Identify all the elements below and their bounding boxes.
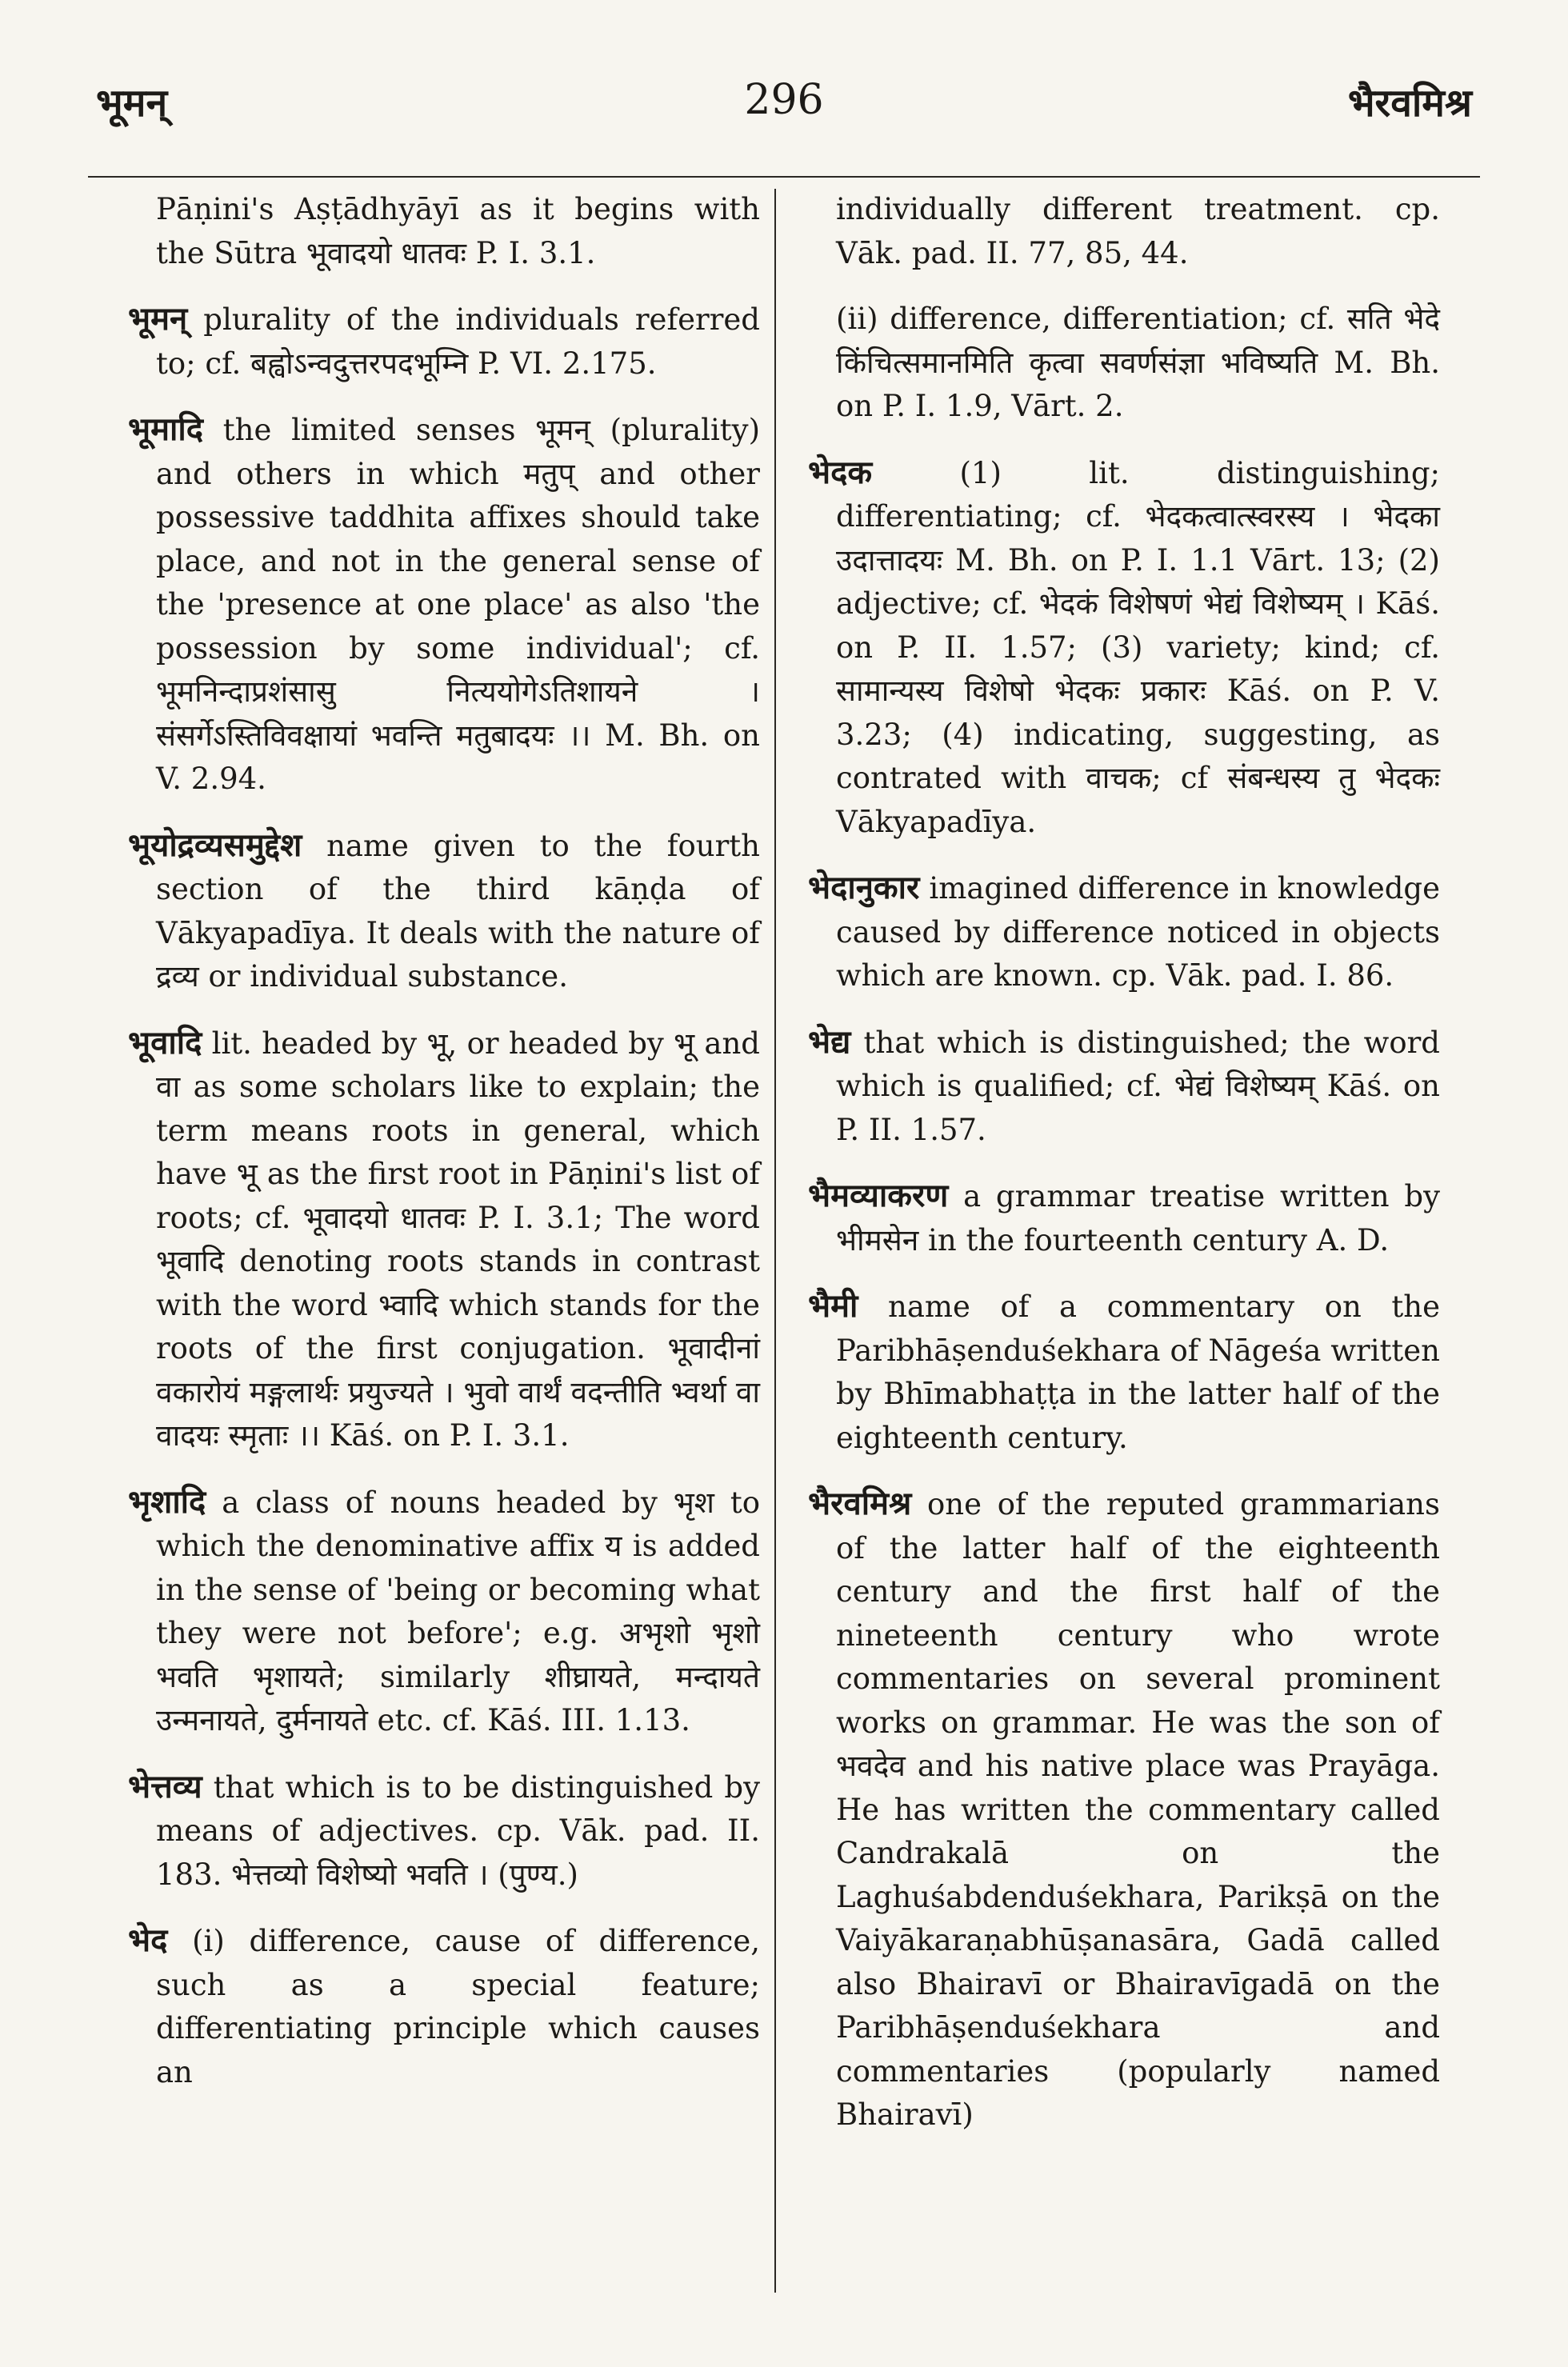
dictionary-entry [808,1021,1440,1153]
dictionary-entry [808,1285,1440,1460]
header-rule [88,176,1480,178]
entry-headword: भूवादि [128,1023,202,1062]
dictionary-entry [128,1765,760,1897]
entry-headword: भेदानुकार [808,869,920,906]
dictionary-entry [128,1919,760,2094]
dictionary-entry [128,1022,760,1458]
entry-headword: भेद्य [808,1022,851,1061]
entry-text: lit. headed by भू, or headed by भू and वा as some scholars like to explain; the term means roots in general, which have भू as the first root in Pāṇini's list of roots; cf. भूवादयो धातवः P. I. 3.1; The word भूवादि denoting roots stands in contrast with the word भ्वादि which stands for the roots of the first conjugation. भूवादीनां वकारोयं मङ्गलार्थः प्रयुज्यते । भुवो वार्थं वदन्तीति भ्वर्था वा वादयः स्मृताः ।। Kāś. on P. I. 3.1. [156,1026,760,1453]
entry-text: (1) lit. distinguishing; differentiating; cf. भेदकत्वात्स्वरस्य । भेदका उदात्तादयः M. Bh. on P. I. 1.1 Vārt. 13; (2) adjective; cf. भेदकं विशेषणं भेद्यं विशेष्यम् । Kāś. on P. II. 1.57; (3) variety; kind; cf. सामान्यस्य विशेषो भेदकः प्रकारः Kāś. on P. V. 3.23; (4) indicating, suggesting, as contrated with वाचक; cf संबन्धस्य तु भेदकः Vākyapadīya. [836,455,1441,839]
dictionary-entry [808,298,1440,429]
dictionary-entry [808,451,1440,845]
column-divider [774,189,776,2293]
entry-headword: भूयोद्रव्यसमुद्देश [128,826,302,864]
dictionary-entry [128,408,760,802]
right-column [808,188,1440,2160]
entry-headword: भेद [128,1921,168,1959]
entry-text: plurality of the individuals referred to; cf. बह्वोऽन्वदुत्तरपदभूम्नि P. VI. 2.175. [156,302,760,381]
entry-text: the limited senses भूमन् (plurality) and others in which मतुप् and other possessive taddhita affixes should take place, and not in the general sense of the 'presence at one place' as also 'the possession by some individual'; cf. भूमनिन्दाप्रशंसासु नित्ययोगेऽतिशायने । संसर्गेऽस्तिविवक्षायां भवन्ति मतुबादयः ।। M. Bh. on V. 2.94. [156,413,760,796]
entry-text: a grammar treatise written by भीमसेन in the fourteenth century A. D. [836,1179,1440,1257]
dictionary-entry [128,298,760,386]
dictionary-entry [808,1174,1440,1262]
dictionary-entry [808,1482,1440,2137]
entry-headword: भूमादि [128,410,203,448]
entry-headword: भेदक [808,453,873,491]
dictionary-entry [128,1481,760,1743]
entry-text: that which is distinguished; the word which is qualified; cf. भेद्यं विशेष्यम् Kāś. on P. II. 1.57. [836,1025,1440,1147]
page-header [0,76,1568,148]
entry-headword: भेत्तव्य [128,1767,202,1805]
dictionary-entry [128,824,760,999]
entry-text: name of a commentary on the Paribhāṣenduśekhara of Nāgeśa written by Bhīmabhaṭṭa in the latter half of the eighteenth century. [836,1289,1440,1455]
entry-headword: भूमन् [128,300,188,338]
dictionary-entry [808,188,1440,275]
running-head-right: भैरवमिश्र [1347,81,1472,126]
entry-headword: भैमव्याकरण [808,1177,949,1214]
entry-text: that which is to be distinguished by means of adjectives. cp. Vāk. pad. II. 183. भेत्तव्यो विशेष्यो भवति । (पुण्य.) [156,1769,761,1892]
entry-text: (ii) difference, differentiation; cf. सति भेदे किंचित्समानमिति कृत्वा सवर्णसंज्ञा भविष्यति M. Bh. on P. I. 1.9, Vārt. 2. [836,302,1440,423]
entry-headword: भृशादि [128,1482,206,1521]
page-number: 296 [744,76,824,124]
entry-headword: भैमी [808,1287,858,1325]
entry-text: individually different treatment. cp. Vāk. pad. II. 77, 85, 44. [836,192,1440,270]
entry-text: (i) difference, cause of difference, such as a special feature; differentiating principle which causes an [156,1924,761,2089]
entry-headword: भैरवमिश्र [808,1485,912,1522]
dictionary-entry [808,866,1440,998]
left-column [128,188,760,2117]
entry-text: imagined difference in knowledge caused by difference noticed in objects which are known. cp. Vāk. pad. I. 86. [836,871,1440,993]
entry-text: Pāṇini's Aṣṭādhyāyī as it begins with the Sūtra भूवादयो धातवः P. I. 3.1. [156,192,760,270]
dictionary-entry [128,188,760,275]
entry-text: name given to the fourth section of the third kāṇḍa of Vākyapadīya. It deals with the nature of द्रव्य or individual substance. [156,828,760,994]
running-head-left: भूमन् [96,81,168,126]
entry-text: a class of nouns headed by भृश to which the denominative affix य is added in the sense of 'being or becoming what they were not before'; e.g. अभृशो भृशो भवति भृशायते; similarly शीघ्रायते, मन्दायते उन्मनायते, दुर्मनायते etc. cf. Kāś. III. 1.13. [156,1485,761,1737]
entry-text: one of the reputed grammarians of the latter half of the eighteenth century and the first half of the nineteenth century who wrote commentaries on several prominent works on grammar. He was the son of भवदेव and his native place was Prayāga. He has written the commentary called Candrakalā on the Laghuśabdenduśekhara, Parikṣā on the Vaiyākaraṇabhūṣanasāra, Gadā called also Bhairavī or Bhairavīgadā on the Paribhāṣenduśekhara and commentaries (popularly named Bhairavī) [836,1487,1440,2132]
